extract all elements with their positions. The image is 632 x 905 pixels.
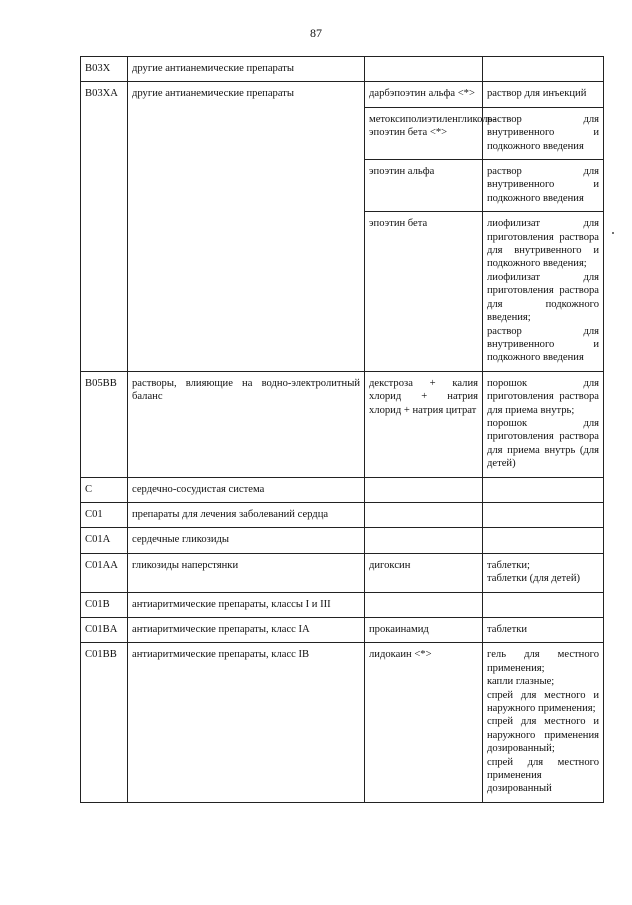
atc-group-cell: антиаритмические препараты, классы I и III [128,592,365,617]
dosage-form-cell: таблетки [483,618,604,643]
drug-name-cell: дигоксин [365,553,483,592]
table-row [81,82,604,107]
drug-name-cell: декстроза + калия хлорид + натрия хлорид + натрия цитрат [365,371,483,477]
dosage-form-cell [483,477,604,502]
drug-name-cell: прокаинамид [365,618,483,643]
dosage-form-cell: раствор для внутривенного и подкожного введения [483,107,604,159]
table-row [81,57,604,82]
table-row [81,528,604,553]
atc-code-cell: C01AA [81,553,128,592]
atc-group-cell: другие антианемические препараты [128,82,365,371]
atc-group-cell: сердечные гликозиды [128,528,365,553]
dosage-form-cell [483,502,604,527]
dosage-form-cell: таблетки; таблетки (для детей) [483,553,604,592]
drug-name-cell [365,528,483,553]
table-row [81,477,604,502]
dosage-form-cell [483,57,604,82]
drug-table [80,56,604,803]
table-row [81,371,604,477]
atc-code-cell: C01BB [81,643,128,802]
atc-code-cell: C01 [81,502,128,527]
drug-name-cell: эпоэтин бета [365,212,483,371]
atc-code-cell: B05BB [81,371,128,477]
atc-code-cell: C01A [81,528,128,553]
atc-group-cell: сердечно-сосудистая система [128,477,365,502]
drug-name-cell [365,592,483,617]
drug-name-cell: эпоэтин альфа [365,160,483,212]
table-row [81,592,604,617]
dosage-form-cell: гель для местного применения; капли глазные; спрей для местного и наружного применения; спрей для местного и наружного применения дозированный; спрей для местного применения дозированный [483,643,604,802]
dosage-form-cell [483,528,604,553]
atc-group-cell: гликозиды наперстянки [128,553,365,592]
atc-code-cell: B03X [81,57,128,82]
table-row [81,502,604,527]
table-row [81,553,604,592]
dosage-form-cell: порошок для приготовления раствора для приема внутрь; порошок для приготовления раствора для приема внутрь (для детей) [483,371,604,477]
atc-code-cell: C01BA [81,618,128,643]
atc-group-cell: антиаритмические препараты, класс IB [128,643,365,802]
atc-code-cell: C [81,477,128,502]
drug-name-cell: метоксиполиэтиленгликоль-эпоэтин бета <*> [365,107,483,159]
table-row [81,618,604,643]
drug-name-cell [365,502,483,527]
dosage-form-cell: раствор для внутривенного и подкожного введения [483,160,604,212]
drug-name-cell [365,477,483,502]
atc-group-cell: препараты для лечения заболеваний сердца [128,502,365,527]
atc-code-cell: B03XA [81,82,128,371]
page-number: 87 [310,26,322,40]
drug-name-cell: дарбэпоэтин альфа <*> [365,82,483,107]
table-row [81,643,604,802]
atc-group-cell: другие антианемические препараты [128,57,365,82]
atc-group-cell: антиаритмические препараты, класс IA [128,618,365,643]
drug-name-cell: лидокаин <*> [365,643,483,802]
dosage-form-cell: раствор для инъекций [483,82,604,107]
margin-mark [612,232,614,234]
atc-code-cell: C01B [81,592,128,617]
drug-name-cell [365,57,483,82]
dosage-form-cell [483,592,604,617]
dosage-form-cell: лиофилизат для приготовления раствора для внутривенного и подкожного введения; лиофилизат для приготовления раствора для подкожного введения; раствор для внутривенного и подкожного введения [483,212,604,371]
atc-group-cell: растворы, влияющие на водно-электролитный баланс [128,371,365,477]
